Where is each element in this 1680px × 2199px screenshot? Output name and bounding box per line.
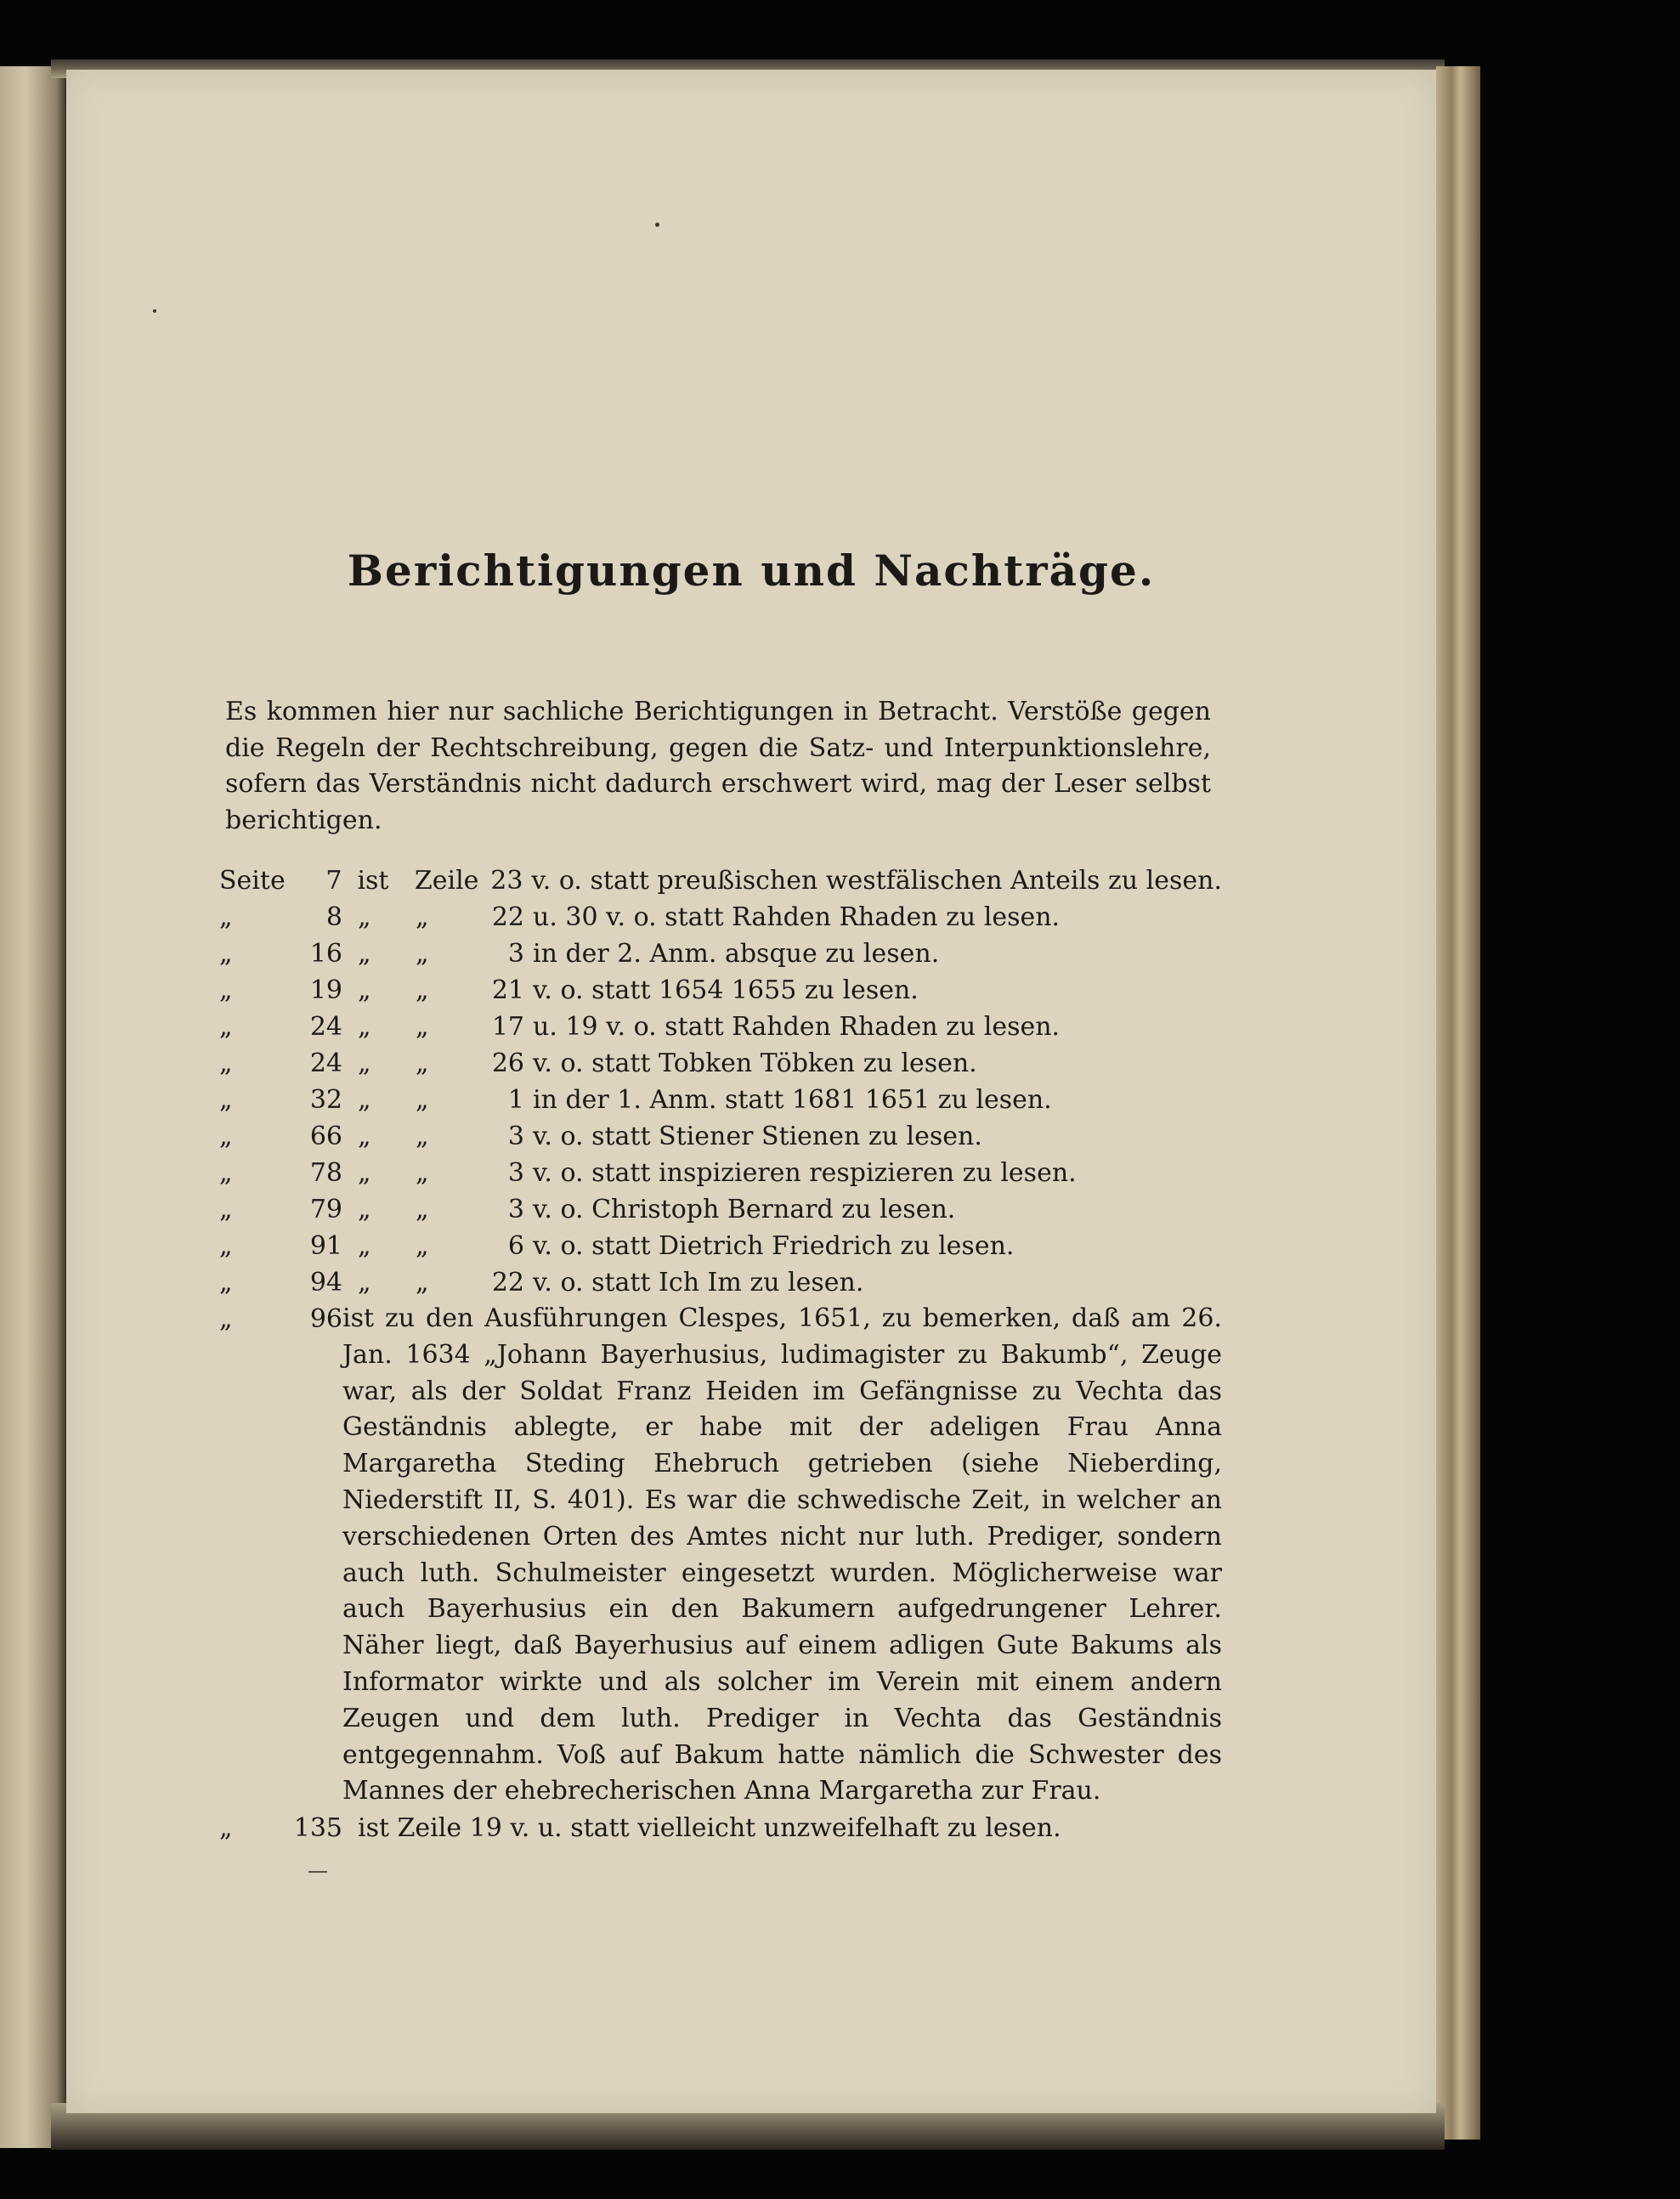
ist-label: ist	[357, 866, 389, 896]
seite-label: „	[219, 1231, 233, 1261]
page-content	[66, 70, 1436, 2113]
line-number: 21	[491, 975, 524, 1005]
seite-label: „	[219, 939, 233, 969]
seite-label: „	[219, 1122, 233, 1151]
ist-label: „	[358, 902, 371, 932]
ist-label: „	[358, 939, 371, 969]
page-number: 24	[309, 1049, 342, 1078]
ist-label: „	[358, 1012, 371, 1042]
zeile-label: „	[416, 1158, 429, 1188]
page-number: 24	[309, 1012, 342, 1042]
seite-label: „	[219, 1012, 233, 1042]
page-number: 8	[325, 902, 342, 932]
seite-label: „	[219, 1158, 233, 1188]
zeile-label: „	[416, 1195, 429, 1224]
ist-label: „	[358, 1195, 371, 1224]
line-number: 3	[507, 1122, 524, 1151]
correction-text: v. o. Christoph Bernard zu lesen.	[533, 1195, 956, 1224]
long-entry-text: ist zu den Ausführungen Clespes, 1651, zu bemerken, daß am 26. Jan. 1634 „Johann Bayerhusius, ludimagister zu Bakumb“, Zeuge war, als der Soldat Franz Heiden im Gefängnisse zu Vechta das Geständnis ablegte, er habe mit der adeligen Frau Anna Margaretha Steding Ehebruch getrieben (siehe Nieberding, Niederstift II, S. 401). Es war die schwedische Zeit, in welcher an verschiedenen Orten des Amtes nicht nur luth. Prediger, sondern auch luth. Schulmeister eingesetzt wurden. Möglicherweise war auch Bayerhusius ein den Bakumern aufgedrungener Lehrer. Näher liegt, daß Bayerhusius auf einem adligen Gute Bakums als Informator wirkte und als solcher im Verein mit einem andern Zeugen und dem luth. Prediger in Vechta das Geständnis entgegennahm. Voß auf Bakum hatte nämlich die Schwester des Mannes der ehebrecherischen Anna Margaretha zur Frau.	[342, 1303, 1222, 1806]
seite-label: „	[219, 1195, 233, 1224]
correction-row	[219, 1045, 1222, 1082]
zeile-label: „	[416, 939, 429, 969]
correction-row	[219, 972, 1222, 1009]
paper-speck	[655, 223, 659, 227]
page-number: 7	[325, 866, 342, 896]
line-number: 22	[491, 1268, 524, 1297]
line-number: 26	[491, 1049, 524, 1078]
line-number: 17	[491, 1012, 524, 1042]
seite-label: „	[219, 1304, 233, 1334]
correction-text: v. o. statt preußischen westfälischen Anteils zu lesen.	[531, 866, 1222, 896]
page-number: 79	[309, 1195, 342, 1224]
zeile-label: „	[416, 1268, 429, 1297]
line-number: 22	[491, 902, 524, 932]
zeile-label: „	[416, 975, 429, 1005]
page-number: 91	[309, 1231, 342, 1261]
ist-label: „	[358, 1049, 371, 1078]
correction-row	[219, 936, 1222, 972]
line-number: 1	[507, 1085, 524, 1115]
ist-label: „	[358, 1085, 371, 1115]
correction-text: v. o. statt 1654 1655 zu lesen.	[533, 975, 919, 1005]
book-fore-edge	[1436, 66, 1480, 2140]
end-dash	[308, 1871, 327, 1873]
ist-label: „	[358, 975, 371, 1005]
book-page	[66, 70, 1436, 2113]
seite-label: „	[219, 1268, 233, 1297]
page-number: 96	[309, 1304, 342, 1334]
seite-label: „	[219, 902, 233, 932]
correction-row	[219, 1009, 1222, 1045]
correction-text: in der 2. Anm. absque zu lesen.	[533, 939, 940, 969]
paper-speck	[153, 309, 156, 313]
correction-row	[219, 1810, 1222, 1846]
page-number: 16	[309, 939, 342, 969]
ist-label: „	[358, 1268, 371, 1297]
line-number: 6	[507, 1231, 524, 1261]
zeile-label: „	[416, 1012, 429, 1042]
left-page-edge	[0, 66, 69, 2148]
correction-row	[219, 1228, 1222, 1264]
line-number: 3	[507, 939, 524, 969]
ist-label: „	[358, 1231, 371, 1261]
ist-label: „	[358, 1122, 371, 1151]
page-number: 78	[309, 1158, 342, 1188]
correction-text: u. 19 v. o. statt Rahden Rhaden zu lesen.	[533, 1012, 1061, 1042]
seite-label: „	[219, 975, 233, 1005]
correction-row	[219, 1082, 1222, 1118]
correction-text: u. 30 v. o. statt Rahden Rhaden zu lesen.	[533, 902, 1061, 932]
page-number: 66	[309, 1122, 342, 1151]
correction-text: v. o. statt inspizieren respizieren zu lesen.	[533, 1158, 1077, 1188]
correction-text: v. o. statt Tobken Töbken zu lesen.	[533, 1049, 977, 1078]
correction-row-long	[219, 1301, 1222, 1810]
zeile-label: Zeile	[414, 866, 479, 896]
correction-text: v. o. statt Stiener Stienen zu lesen.	[533, 1122, 982, 1151]
page-number: 32	[309, 1085, 342, 1115]
intro-paragraph: Es kommen hier nur sachliche Berichtigungen in Betracht. Verstöße gegen die Regeln der Rechtschreibung, gegen die Satz- und Interpunktionslehre, sofern das Verständnis nicht dadurch erschwert wird, mag der Leser selbst berichtigen.	[225, 697, 1211, 835]
correction-row	[219, 862, 1222, 899]
zeile-label: „	[416, 902, 429, 932]
page-number: 19	[309, 975, 342, 1005]
page-number: 94	[309, 1268, 342, 1297]
line-number: 3	[507, 1195, 524, 1224]
correction-row	[219, 1155, 1222, 1191]
page-number: 135	[293, 1813, 342, 1844]
seite-label: Seite	[219, 866, 286, 896]
correction-text: ist Zeile 19 v. u. statt vielleicht unzweifelhaft zu lesen.	[358, 1813, 1061, 1844]
correction-text: v. o. statt Dietrich Friedrich zu lesen.	[533, 1231, 1015, 1261]
zeile-label: „	[416, 1085, 429, 1115]
correction-row	[219, 899, 1222, 936]
line-number: 3	[507, 1158, 524, 1188]
zeile-label: „	[416, 1231, 429, 1261]
zeile-label: „	[416, 1049, 429, 1078]
zeile-label: „	[416, 1122, 429, 1151]
line-number: 23	[490, 866, 523, 896]
correction-text: v. o. statt Ich Im zu lesen.	[533, 1268, 864, 1297]
correction-row	[219, 1118, 1222, 1155]
correction-row	[219, 1191, 1222, 1228]
seite-label: „	[219, 1085, 233, 1115]
page-title: Berichtigungen und Nachträge.	[347, 546, 1156, 596]
correction-row	[219, 1264, 1222, 1301]
correction-text: in der 1. Anm. statt 1681 1651 zu lesen.	[533, 1085, 1052, 1115]
seite-label: „	[219, 1813, 233, 1844]
seite-label: „	[219, 1049, 233, 1078]
ist-label: „	[358, 1158, 371, 1188]
corrections-list	[219, 862, 1222, 1846]
